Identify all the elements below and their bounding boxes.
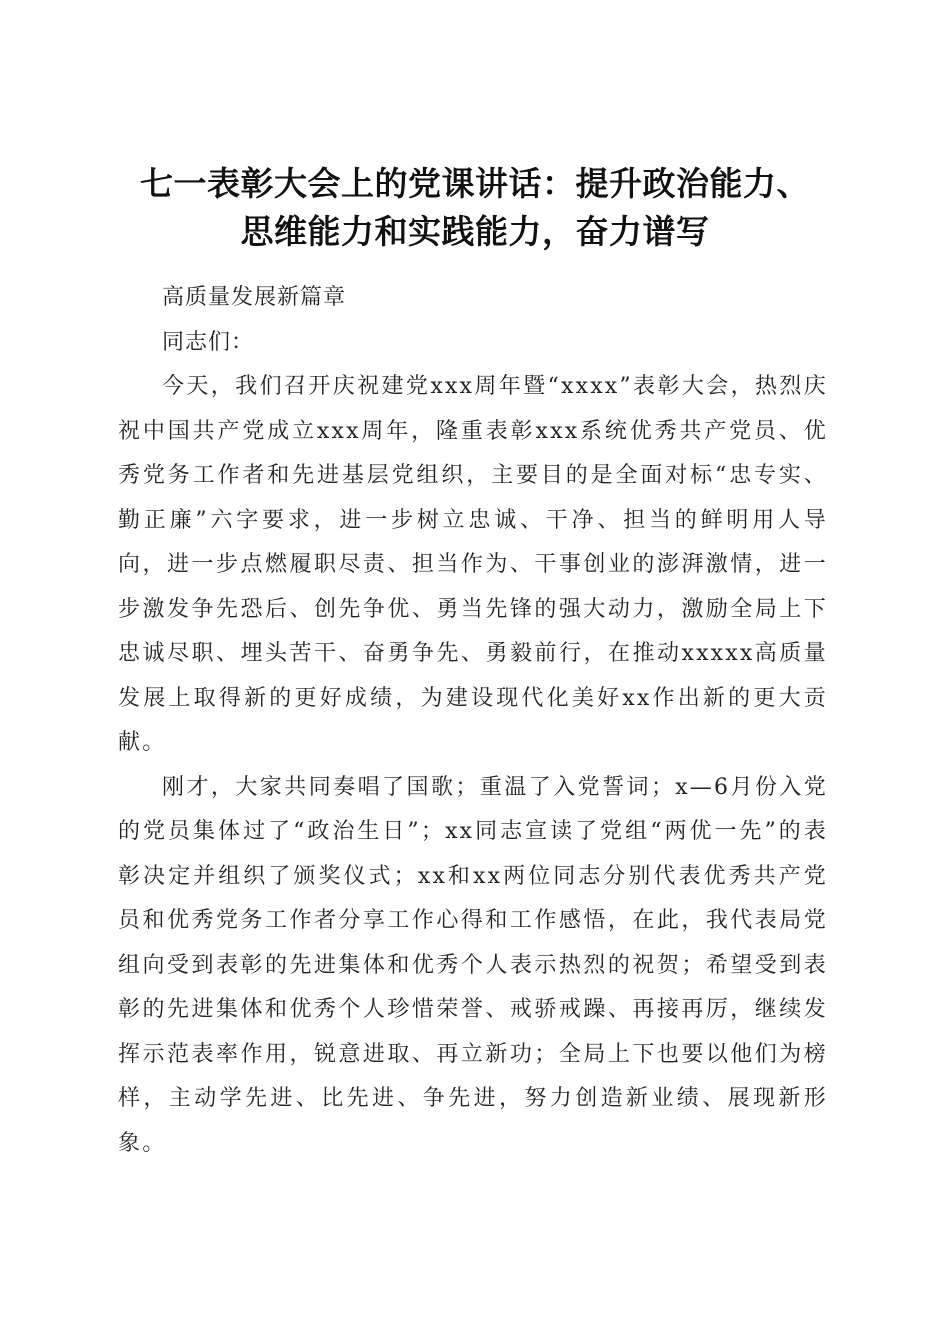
subtitle-text: 高质量发展新篇章 [162, 285, 347, 310]
body-paragraph-2: 刚才，大家共同奏唱了国歌；重温了入党誓词；x—6月份入党的党员集体过了“政治生日”；xx同志宣读了党组“两优一先”的表彰决定并组织了颁奖仪式；xx和xx两位同志分别代表优秀共产党员和优秀党务工作者分享工作心得和工作感悟，在此，我代表局党组向受到表彰的先进集体和优秀个人表示热烈的祝贺；希望受到表彰的先进集体和优秀个人珍惜荣誉、戒骄戒躁、再接再厉，继续发挥示范表率作用，锐意进取、再立新功；全局上下也要以他们为榜样，主动学先进、比先进、争先进，努力创造新业绩、展现新形象。 [118, 774, 828, 1156]
title-line-2: 思维能力和实践能力，奋力谱写 [240, 212, 710, 252]
title-line-1: 七一表彰大会上的党课讲话：提升政治能力、 [140, 164, 810, 204]
body-paragraph-1: 今天，我们召开庆祝建党xxx周年暨“xxxx”表彰大会，热烈庆祝中国共产党成立xxx周年，隆重表彰xxx系统优秀共产党员、优秀党务工作者和先进基层党组织，主要目的是全面对标“忠专实、勤正廉”六字要求，进一步树立忠诚、干净、担当的鲜明用人导向，进一步点燃履职尽责、担当作为、干事创业的澎湃激情，进一步激发争先恐后、创先争优、勇当先锋的强大动力，激励全局上下忠诚尽职、埋头苦干、奋勇争先、勇毅前行，在推动xxxxx高质量发展上取得新的更好成绩，为建设现代化美好xx作出新的更大贡献。 [118, 374, 828, 755]
document-title [100, 160, 850, 256]
document-body [118, 276, 828, 1166]
salutation-text: 同志们： [162, 329, 255, 355]
